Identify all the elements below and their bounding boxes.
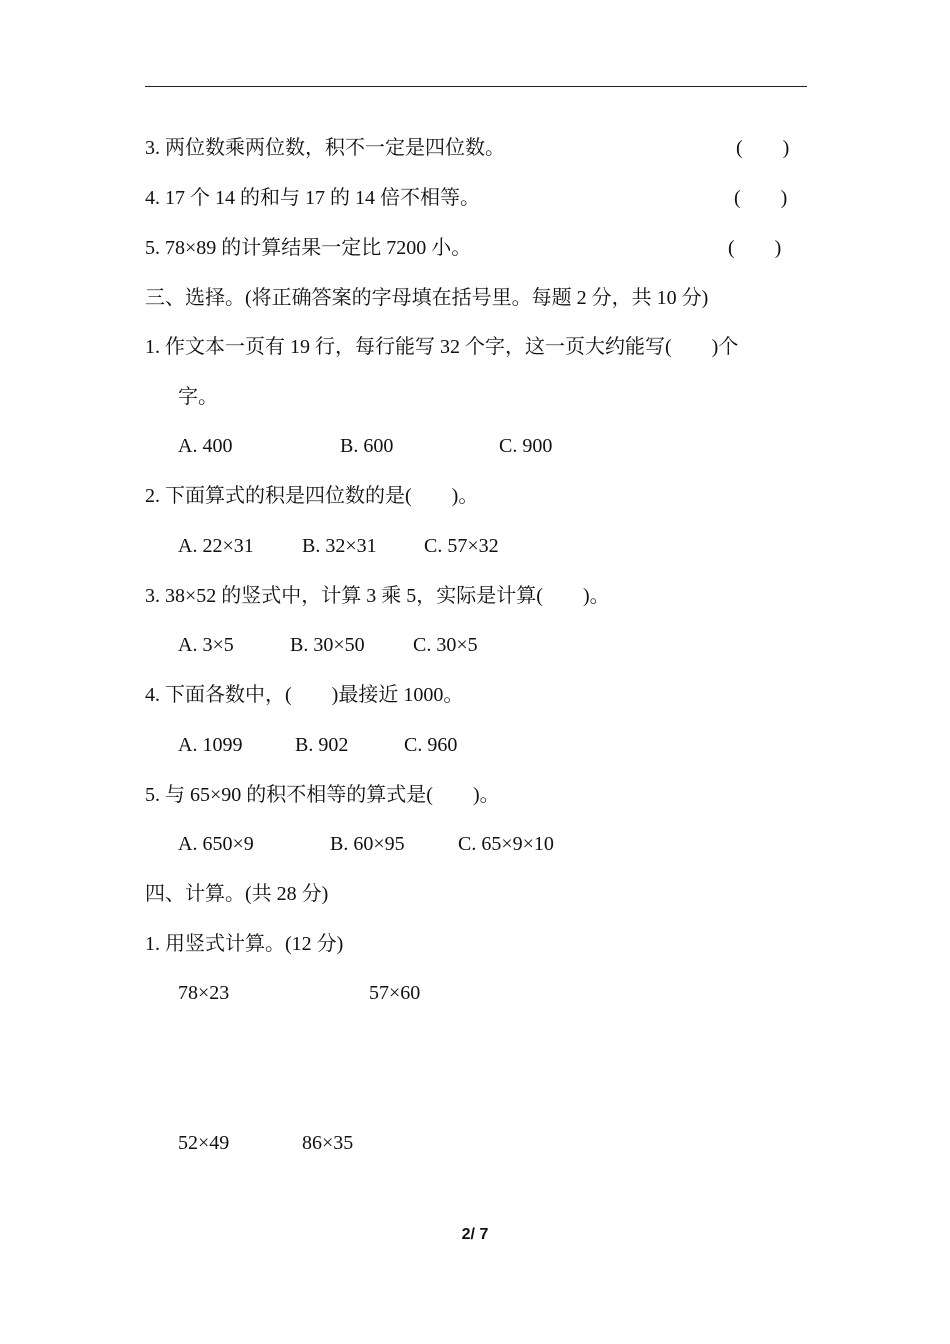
choice-question-3: 3. 38×52 的竖式中，计算 3 乘 5，实际是计算( )。	[145, 585, 610, 607]
answer-paren-4[interactable]: ( )	[734, 187, 788, 209]
choice-option-4c[interactable]: C. 960	[404, 734, 458, 756]
judgement-item-4: 4. 17 个 14 的和与 17 的 14 倍不相等。	[145, 187, 480, 209]
choice-question-1: 1. 作文本一页有 19 行，每行能写 32 个字，这一页大约能写( )个	[145, 336, 739, 358]
judgement-item-5: 5. 78×89 的计算结果一定比 7200 小。	[145, 237, 472, 259]
header-rule	[145, 86, 807, 87]
choice-option-3c[interactable]: C. 30×5	[413, 634, 478, 656]
choice-option-5b[interactable]: B. 60×95	[330, 833, 405, 855]
choice-option-5c[interactable]: C. 65×9×10	[458, 833, 554, 855]
choice-option-4a[interactable]: A. 1099	[178, 734, 243, 756]
calc-question-1: 1. 用竖式计算。(12 分)	[145, 933, 344, 955]
calc-expr-1: 78×23	[178, 982, 230, 1004]
choice-question-4: 4. 下面各数中，( )最接近 1000。	[145, 684, 464, 706]
section-heading-choice: 三、选择。(将正确答案的字母填在括号里。每题 2 分，共 10 分)	[145, 287, 709, 309]
answer-paren-3[interactable]: ( )	[736, 137, 790, 159]
choice-option-1b[interactable]: B. 600	[340, 435, 394, 457]
calc-expr-2: 57×60	[369, 982, 421, 1004]
calc-expr-4: 86×35	[302, 1132, 354, 1154]
page-number: 2/ 7	[461, 1226, 489, 1243]
choice-option-4b[interactable]: B. 902	[295, 734, 349, 756]
choice-option-3a[interactable]: A. 3×5	[178, 634, 234, 656]
choice-question-5: 5. 与 65×90 的积不相等的算式是( )。	[145, 784, 500, 806]
choice-option-1c[interactable]: C. 900	[499, 435, 553, 457]
calc-expr-3: 52×49	[178, 1132, 230, 1154]
section-heading-calc: 四、计算。(共 28 分)	[145, 883, 329, 905]
choice-option-2a[interactable]: A. 22×31	[178, 535, 254, 557]
choice-option-3b[interactable]: B. 30×50	[290, 634, 365, 656]
choice-option-2b[interactable]: B. 32×31	[302, 535, 377, 557]
choice-question-2: 2. 下面算式的积是四位数的是( )。	[145, 485, 479, 507]
choice-option-2c[interactable]: C. 57×32	[424, 535, 499, 557]
choice-option-5a[interactable]: A. 650×9	[178, 833, 254, 855]
choice-option-1a[interactable]: A. 400	[178, 435, 233, 457]
judgement-item-3: 3. 两位数乘两位数，积不一定是四位数。	[145, 137, 505, 159]
choice-question-1-cont: 字。	[178, 386, 218, 408]
answer-paren-5[interactable]: ( )	[728, 237, 782, 259]
